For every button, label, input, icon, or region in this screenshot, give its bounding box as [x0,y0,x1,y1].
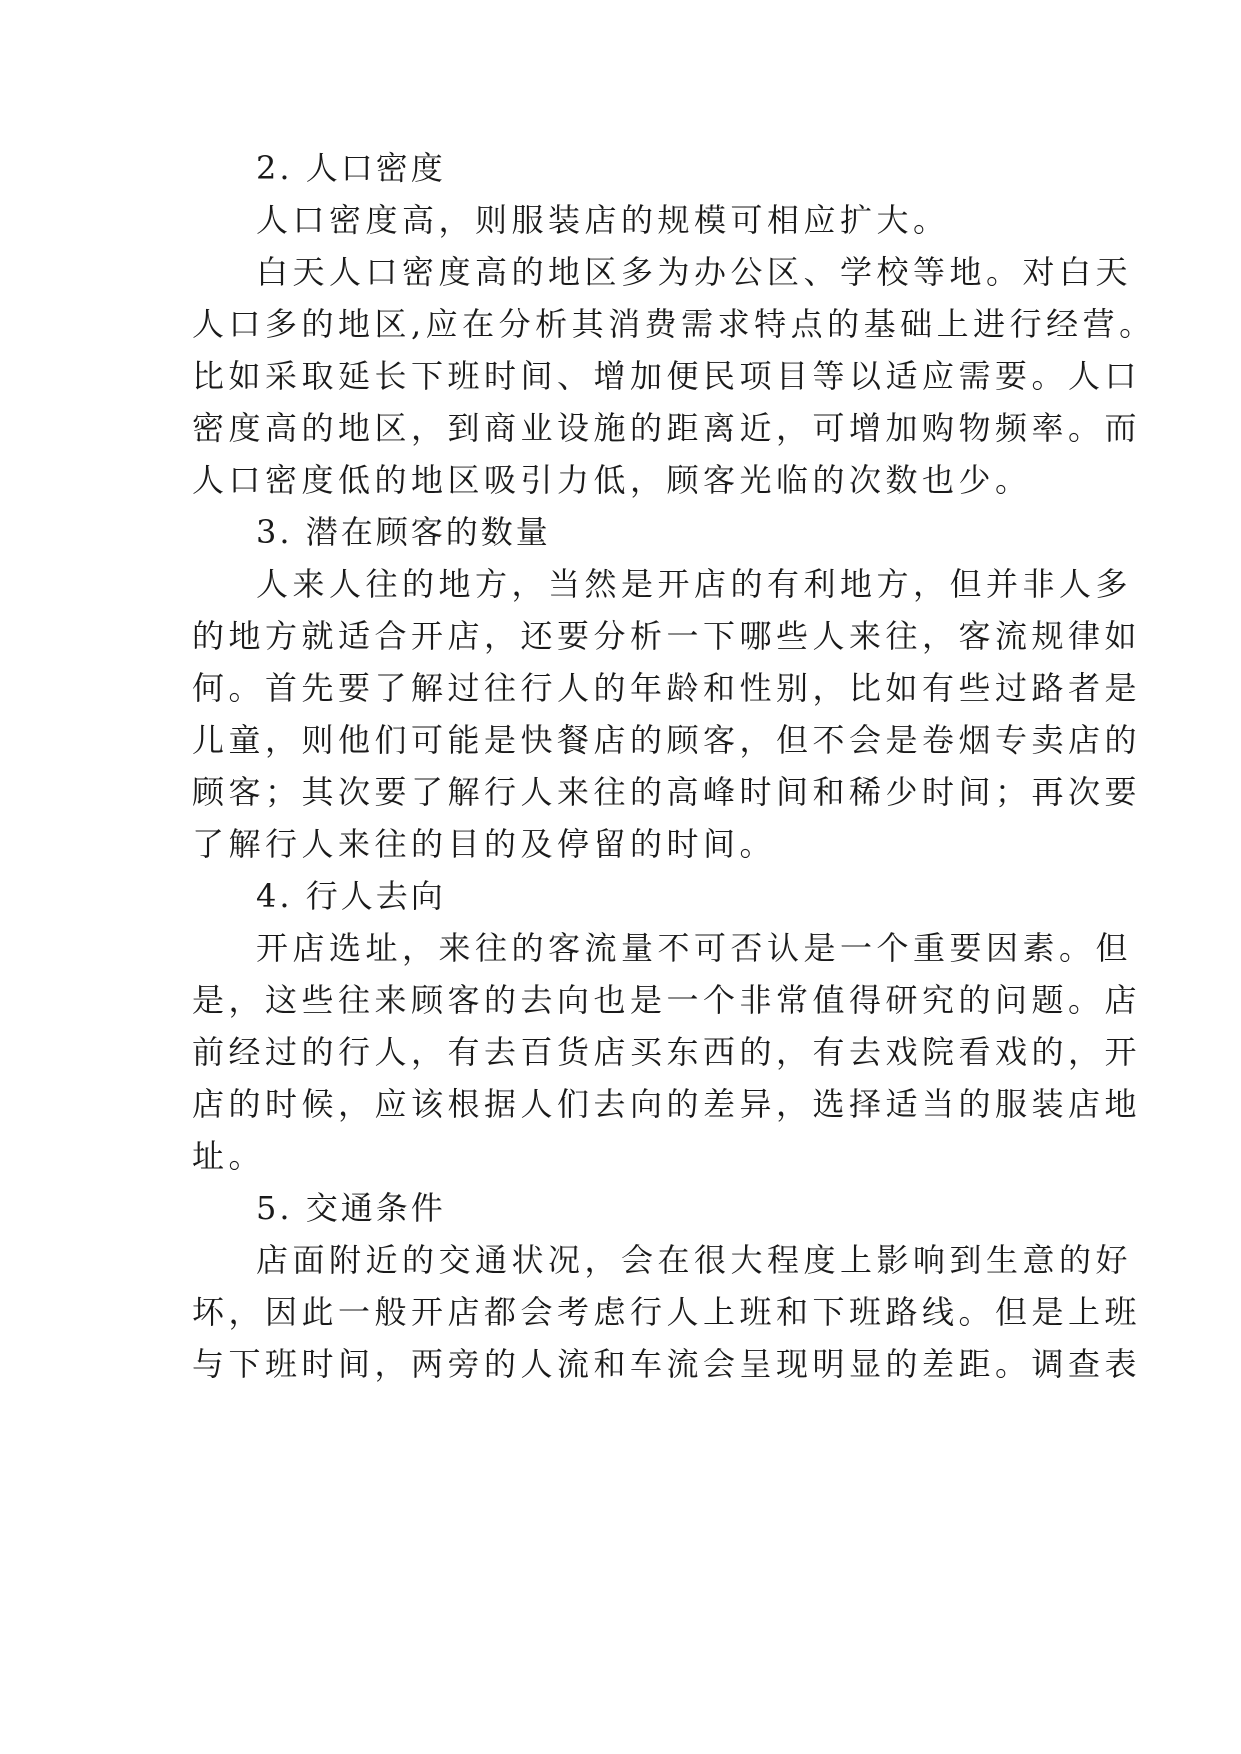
paragraph-line: 儿童，则他们可能是快餐店的顾客，但不会是卷烟专卖店的 [192,721,1142,759]
paragraph-line: 人口密度高，则服装店的规模可相应扩大。 [256,201,950,239]
paragraph-line: 了解行人来往的目的及停留的时间。 [192,825,777,863]
paragraph-line: 开店选址，来往的客流量不可否认是一个重要因素。但 [256,929,1133,967]
paragraph-line: 前经过的行人，有去百货店买东西的，有去戏院看戏的，开 [192,1033,1142,1071]
paragraph-line: 顾客；其次要了解行人来往的高峰时间和稀少时间；再次要 [192,773,1142,811]
section-heading-traffic-conditions: 5. 交通条件 [256,1189,446,1227]
paragraph-line: 人口多的地区,应在分析其消费需求特点的基础上进行经营。 [192,305,1156,343]
section-heading-potential-customers: 3. 潜在顾客的数量 [256,513,551,551]
paragraph-line: 与下班时间，两旁的人流和车流会呈现明显的差距。调查表 [192,1345,1142,1383]
paragraph-line: 是，这些往来顾客的去向也是一个非常值得研究的问题。店 [192,981,1142,1019]
section-heading-pedestrian-direction: 4. 行人去向 [256,877,446,915]
paragraph-line: 何。首先要了解过往行人的年龄和性别，比如有些过路者是 [192,669,1142,707]
paragraph-line: 的地方就适合开店，还要分析一下哪些人来往，客流规律如 [192,617,1142,655]
paragraph-line: 人口密度低的地区吸引力低，顾客光临的次数也少。 [192,461,1032,499]
paragraph-line: 白天人口密度高的地区多为办公区、学校等地。对白天 [256,253,1133,291]
paragraph-line: 店的时候，应该根据人们去向的差异，选择适当的服装店地 [192,1085,1142,1123]
paragraph-line: 店面附近的交通状况，会在很大程度上影响到生意的好 [256,1241,1133,1279]
paragraph-line: 坏，因此一般开店都会考虑行人上班和下班路线。但是上班 [192,1293,1142,1331]
paragraph-line: 密度高的地区，到商业设施的距离近，可增加购物频率。而 [192,409,1142,447]
paragraph-line: 人来人往的地方，当然是开店的有利地方，但并非人多 [256,565,1133,603]
paragraph-line: 比如采取延长下班时间、增加便民项目等以适应需要。人口 [192,357,1142,395]
section-heading-population-density: 2. 人口密度 [256,149,446,187]
paragraph-line: 址。 [192,1137,266,1175]
